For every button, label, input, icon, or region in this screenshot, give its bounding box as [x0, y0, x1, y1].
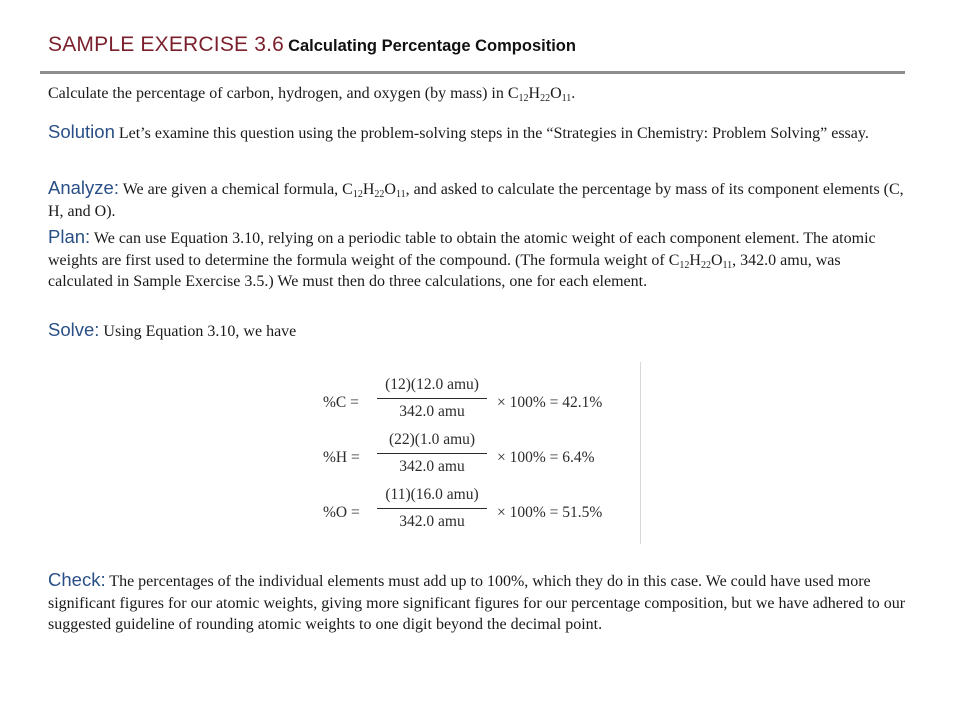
analyze-paragraph: Analyze: We are given a chemical formula, $C_{12}H_{22}O_{11}$, and asked to calculate the percentage by mass of its component elements (C, H, and O). — [48, 177, 904, 220]
equation-denominator: 342.0 amu — [399, 403, 465, 420]
page-title — [48, 33, 576, 57]
fraction-bar — [377, 398, 487, 399]
solution-paragraph — [48, 121, 908, 145]
exercise-subtitle: Calculating Percentage Composition — [288, 37, 576, 55]
solution-label: Solution — [48, 121, 115, 142]
equation-fraction — [377, 429, 487, 478]
equation-lhs: %H = — [323, 449, 360, 466]
header-divider — [40, 71, 905, 74]
equation-numerator: (11)(16.0 amu) — [385, 486, 479, 503]
equation-denominator: 342.0 amu — [399, 513, 465, 530]
exercise-number: SAMPLE EXERCISE 3.6 — [48, 33, 285, 56]
check-label: Check: — [48, 569, 106, 590]
fraction-bar — [377, 508, 487, 509]
plan-paragraph: Plan: We can use Equation 3.10, relying on a periodic table to obtain the atomic weight of each component element. The atomic weights are first used to determine the formula weight of the compound. (The formula weight of $C_{12}H_{22}O_{11}$, 342.0 amu, was calculated in Sample Exercise 3.5.) We must then do three calculations, one for each element. — [48, 226, 876, 290]
equation-lhs: %C = — [323, 394, 359, 411]
problem-statement: Calculate the percentage of carbon, hydrogen, and oxygen (by mass) in $C_{12}H_{22}O_{11}$. — [48, 85, 576, 104]
solution-text: Let’s examine this question using the problem-solving steps in the “Strategies in Chemistry: Problem Solving” essay. — [118, 125, 869, 142]
equation-rhs: × 100% = 6.4% — [497, 449, 595, 466]
equation-carbon — [323, 374, 633, 430]
equation-rhs: × 100% = 51.5% — [497, 504, 603, 521]
plan-label: Plan: — [48, 226, 91, 247]
check-text: The percentages of the individual elements must add up to 100%, which they do in this case. We could have used more significant figures for our atomic weights, giving more significant figures for our percentage composition, but we have adhered to our suggested guideline of rounding atomic weights to one digit beyond the decimal point. — [48, 573, 906, 633]
equation-fraction — [377, 374, 487, 423]
equation-fraction — [377, 484, 487, 533]
equation-numerator: (22)(1.0 amu) — [388, 431, 476, 448]
check-paragraph — [48, 569, 908, 636]
analyze-label: Analyze: — [48, 177, 119, 198]
equation-lhs: %O = — [323, 504, 360, 521]
solve-paragraph — [48, 319, 908, 343]
equation-numerator: (12)(12.0 amu) — [385, 376, 479, 393]
solve-text: Using Equation 3.10, we have — [103, 323, 297, 340]
solve-label: Solve: — [48, 319, 100, 340]
equation-hydrogen — [323, 429, 633, 485]
equations-figure — [315, 362, 641, 544]
equation-rhs: × 100% = 42.1% — [497, 394, 603, 411]
equation-oxygen — [323, 484, 633, 540]
fraction-bar — [377, 453, 487, 454]
equation-denominator: 342.0 amu — [399, 458, 465, 475]
